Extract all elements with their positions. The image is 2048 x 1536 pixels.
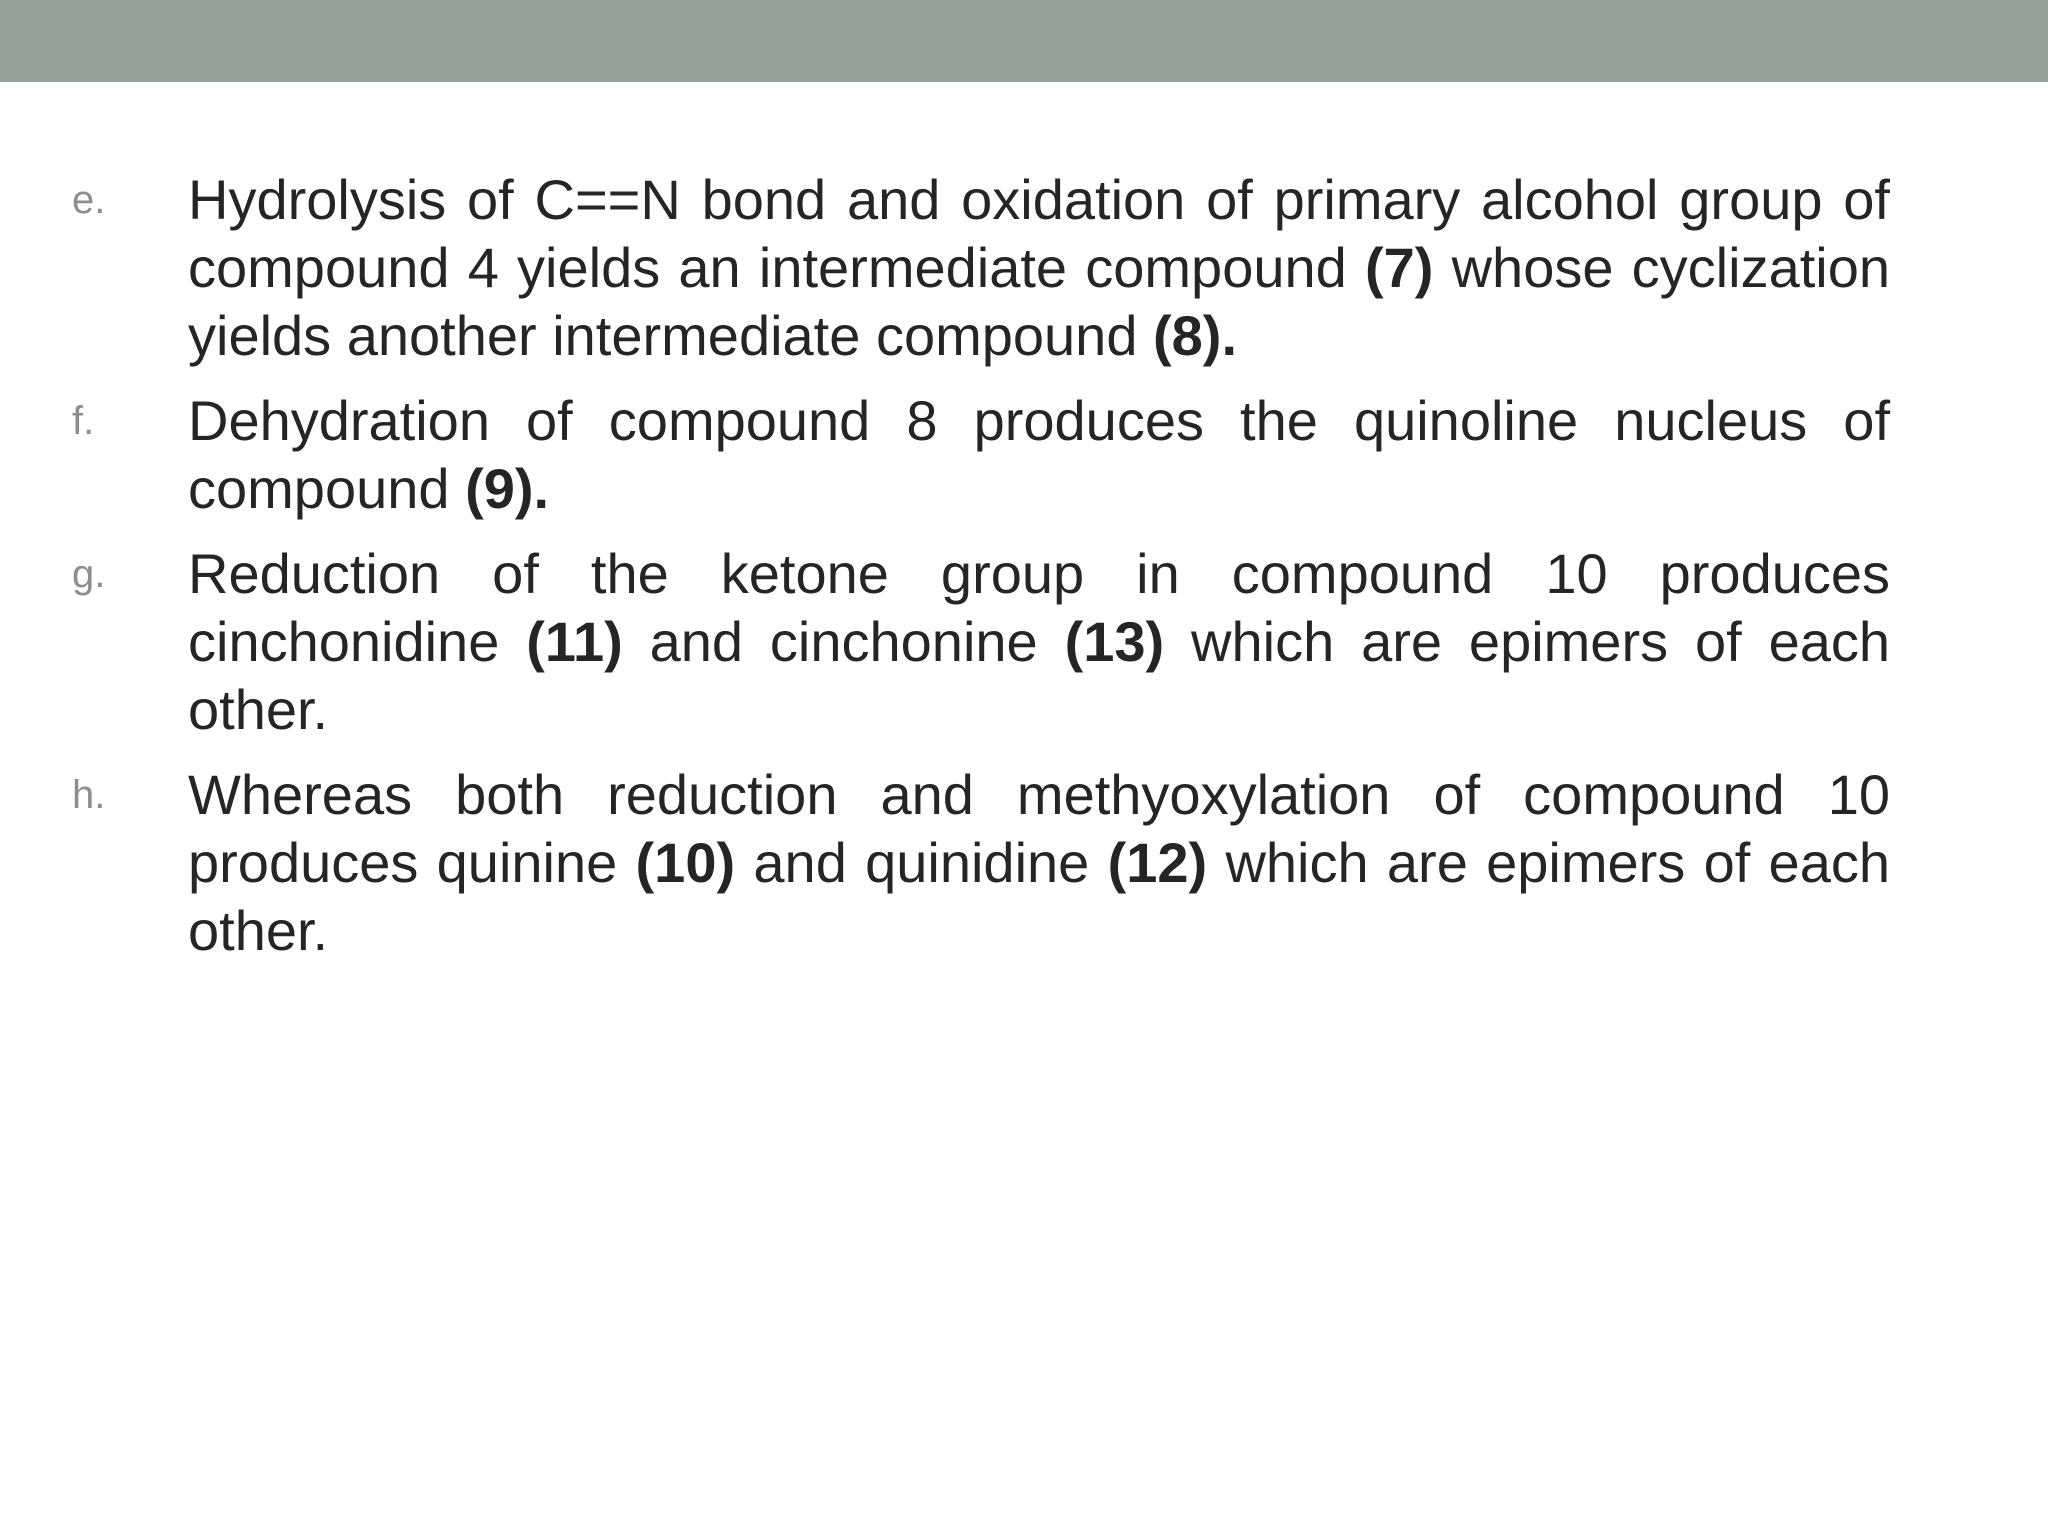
- list-item-text: [188, 761, 1890, 965]
- text-run: and quinidine: [735, 831, 1108, 894]
- compound-number: (12): [1107, 831, 1208, 894]
- compound-number: (13): [1064, 610, 1165, 673]
- compound-number: (9).: [465, 457, 550, 520]
- list-marker: e.: [72, 178, 106, 222]
- text-run: Dehydration of compound 8 produces the quinoline nucleus of compound: [188, 389, 1890, 520]
- list-item-text: [188, 166, 1890, 370]
- compound-number: (8).: [1153, 304, 1238, 367]
- list-marker: h.: [72, 773, 106, 817]
- header-bar: [0, 0, 2048, 82]
- compound-number: (7): [1364, 236, 1434, 299]
- list-item: [0, 761, 2048, 965]
- compound-number: (11): [526, 610, 623, 673]
- text-run: and cinchonine: [622, 610, 1065, 673]
- text-run: which are epimers of each other.: [188, 831, 1890, 962]
- list-marker: g.: [72, 552, 106, 596]
- list-item-text: [188, 540, 1890, 744]
- slide-body: [0, 166, 2048, 965]
- text-run: whose cyclization yields another intermediate compound: [188, 236, 1890, 367]
- list-item: [0, 540, 2048, 744]
- compound-number: (10): [635, 831, 736, 894]
- list-marker: f.: [72, 399, 95, 443]
- list-item: [0, 387, 2048, 523]
- list-item: [0, 166, 2048, 370]
- text-run: Whereas both reduction and methyoxylation of compound 10 produces quinine: [188, 763, 1890, 894]
- list-item-text: [188, 387, 1890, 523]
- text-run: Hydrolysis of C==N bond and oxidation of primary alcohol group of compound 4 yields an intermediate compound: [188, 168, 1890, 299]
- text-run: Reduction of the ketone group in compound 10 produces cinchonidine: [188, 542, 1890, 673]
- text-run: which are epimers of each other.: [188, 610, 1891, 741]
